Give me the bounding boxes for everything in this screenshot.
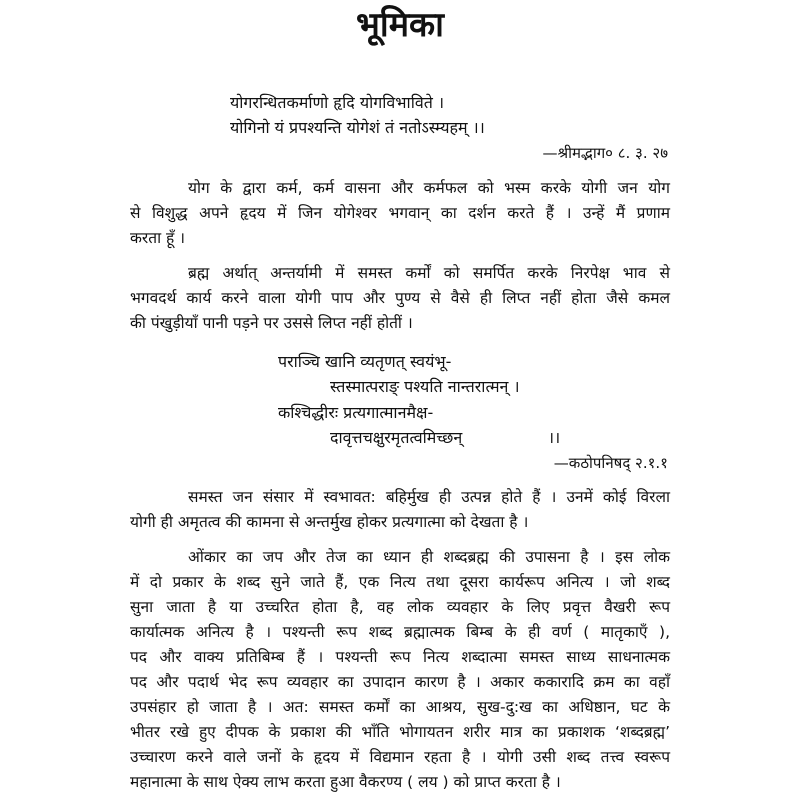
page-title: भूमिका [356,5,444,45]
para1-line-3: करता हूँ । [130,229,186,247]
verse2-double-danda: ।। [548,428,561,447]
verse1-line-2: योगिनो यं प्रपश्यन्ति योगेशं तं नतोऽस्म्यहम् ।। [230,118,485,137]
verse2-line-4: दावृत्तचक्षुरमृतत्वमिच्छन् [330,428,463,447]
para4-line-7: उपसंहार हो जाता है । अत: समस्त कर्मों का आश्रय, सुख-दु:ख का अधिष्ठान, घट के [130,698,670,716]
para3-line-2: योगी ही अमृतत्व की कामना से अन्तर्मुख होकर प्रत्यगात्मा को देखता है । [130,513,529,531]
para1-line-1: योग के द्वारा कर्म, कर्म वासना और कर्मफल को भस्म करके योगी जन योग [188,179,670,197]
para4-line-2: में दो प्रकार के शब्द सुने जाते हैं, एक नित्य तथा दूसरा कार्यरूप अनित्य । जो शब्द [130,573,670,591]
para2-line-1: ब्रह्म अर्थात् अन्तर्यामी में समस्त कर्मों को समर्पित करके निरपेक्ष भाव से [188,264,670,282]
verse2-line-2: स्तस्मात्पराङ् पश्यति नान्तरात्मन् । [330,377,520,396]
para4-line-8: भीतर रखे हुए दीपक के प्रकाश की भाँति भोगायतन शरीर मात्र का प्रकाशक ‘शब्दब्रह्म’ [130,723,670,741]
verse2-line-3: कश्चिद्धीरः प्रत्यगात्मानमैक्ष- [278,403,434,422]
para1-line-2: से विशुद्ध अपने हृदय में जिन योगेश्वर भगवान् का दर्शन करते हैं । उन्हें मैं प्रणाम [130,204,670,222]
verse1-line-1: योगरन्धितकर्माणो हृदि योगविभाविते । [230,93,445,112]
para4-line-3: सुना जाता है या उच्चरित होता है, वह लोक व्यवहार के लिए प्रवृत्त वैखरी रूप [130,598,670,616]
para4-line-10: महानात्मा के साथ ऐक्य लाभ करता हुआ वैकरण्य ( लय ) को प्राप्त करता है । [130,773,561,791]
verse1-citation: —श्रीमद्भाग० ८. ३. २७ [542,144,668,162]
verse2-line-1: पराञ्चि खानि व्यतृणत् स्वयंभू- [278,352,452,371]
para4-line-9: उच्चारण करने वाले जनों के हृदय में विद्यमान रहता है । योगी उसी शब्द तत्त्व स्वरूप [130,748,670,766]
para2-line-3: की पंखुड़ीयाँ पानी पड़ने पर उससे लिप्त नहीं होतीं । [130,314,413,332]
para4-line-1: ओंकार का जप और तेज का ध्यान ही शब्दब्रह्म की उपासना है । इस लोक [188,548,670,566]
para3-line-1: समस्त जन संसार में स्वभावत: बहिर्मुख ही उत्पन्न होते हैं । उनमें कोई विरला [188,488,670,506]
verse2-citation: —कठोपनिषद् २.१.१ [553,454,668,472]
para4-line-4: कार्यात्मक अनित्य है । पश्यन्ती रूप शब्द ब्रह्मात्मक बिम्ब के ही वर्ण ( मातृकाएँ ), [130,623,670,641]
para4-line-5: पद और वाक्य प्रतिबिम्ब हैं । पश्यन्ती रूप नित्य शब्दात्मा समस्त साध्य साधनात्मक [130,648,670,666]
para4-line-6: पद और पदार्थ भेद रूप व्यवहार का उपादान कारण है । अकार ककारादि क्रम का वहाँ [130,673,670,691]
para2-line-2: भगवदर्थ कार्य करने वाला योगी पाप और पुण्य से वैसे ही लिप्त नहीं होता जैसे कमल [130,289,670,307]
